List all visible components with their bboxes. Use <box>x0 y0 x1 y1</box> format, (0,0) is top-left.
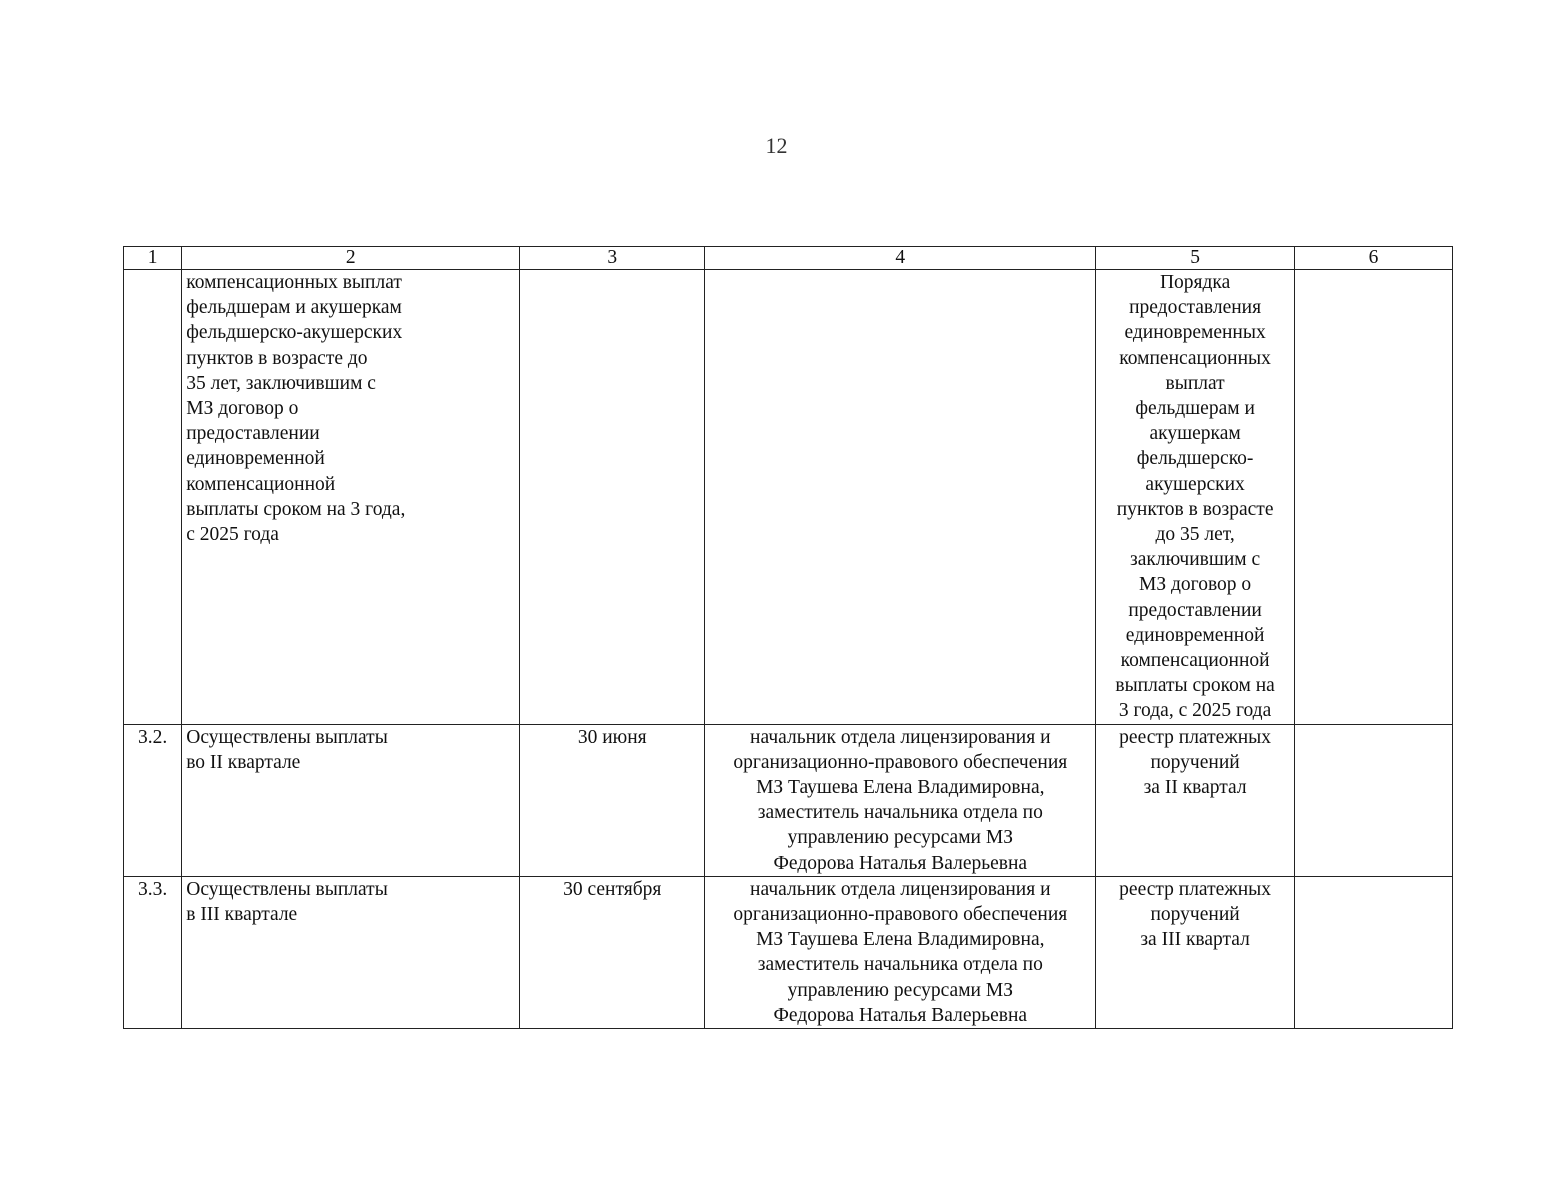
deadline-cell: 30 сентября <box>520 876 705 1028</box>
table-row <box>124 270 1453 725</box>
responsible-cell: начальник отдела лицензирования и организационно-правового обеспечения МЗ Таушева Елена Владимировна, заместитель начальника отдела по управлению ресурсами МЗ Федорова Наталья Валерьевна <box>705 876 1096 1028</box>
event-cell: Осуществлены выплаты в III квартале <box>182 876 520 1028</box>
row-number <box>124 270 182 725</box>
column-header-4: 4 <box>705 247 1096 270</box>
row-number: 3.3. <box>124 876 182 1028</box>
table-row <box>124 724 1453 876</box>
column-header-5: 5 <box>1096 247 1295 270</box>
row-number: 3.2. <box>124 724 182 876</box>
table-row <box>124 876 1453 1028</box>
column-header-6: 6 <box>1294 247 1452 270</box>
note-cell <box>1294 724 1452 876</box>
page-number: 12 <box>765 133 788 158</box>
result-cell: Порядка предоставления единовременных компенсационных выплат фельдшерам и акушеркам фельдшерско- акушерских пунктов в возрасте до 35 лет, заключившим с МЗ договор о предоставлении единовременной компенсационной выплаты сроком на 3 года, с 2025 года <box>1096 270 1295 725</box>
result-cell: реестр платежных поручений за II квартал <box>1096 724 1295 876</box>
deadline-cell: 30 июня <box>520 724 705 876</box>
table-header-row <box>124 247 1453 270</box>
deadline-cell <box>520 270 705 725</box>
note-cell <box>1294 876 1452 1028</box>
plan-table <box>123 246 1453 1029</box>
responsible-cell: начальник отдела лицензирования и организационно-правового обеспечения МЗ Таушева Елена Владимировна, заместитель начальника отдела по управлению ресурсами МЗ Федорова Наталья Валерьевна <box>705 724 1096 876</box>
column-header-3: 3 <box>520 247 705 270</box>
result-cell: реестр платежных поручений за III квартал <box>1096 876 1295 1028</box>
event-cell: компенсационных выплат фельдшерам и акушеркам фельдшерско-акушерских пунктов в возрасте до 35 лет, заключившим с МЗ договор о предоставлении единовременной компенсационной выплаты сроком на 3 года, с 2025 года <box>182 270 520 725</box>
column-header-1: 1 <box>124 247 182 270</box>
column-header-2: 2 <box>182 247 520 270</box>
responsible-cell <box>705 270 1096 725</box>
event-cell: Осуществлены выплаты во II квартале <box>182 724 520 876</box>
note-cell <box>1294 270 1452 725</box>
